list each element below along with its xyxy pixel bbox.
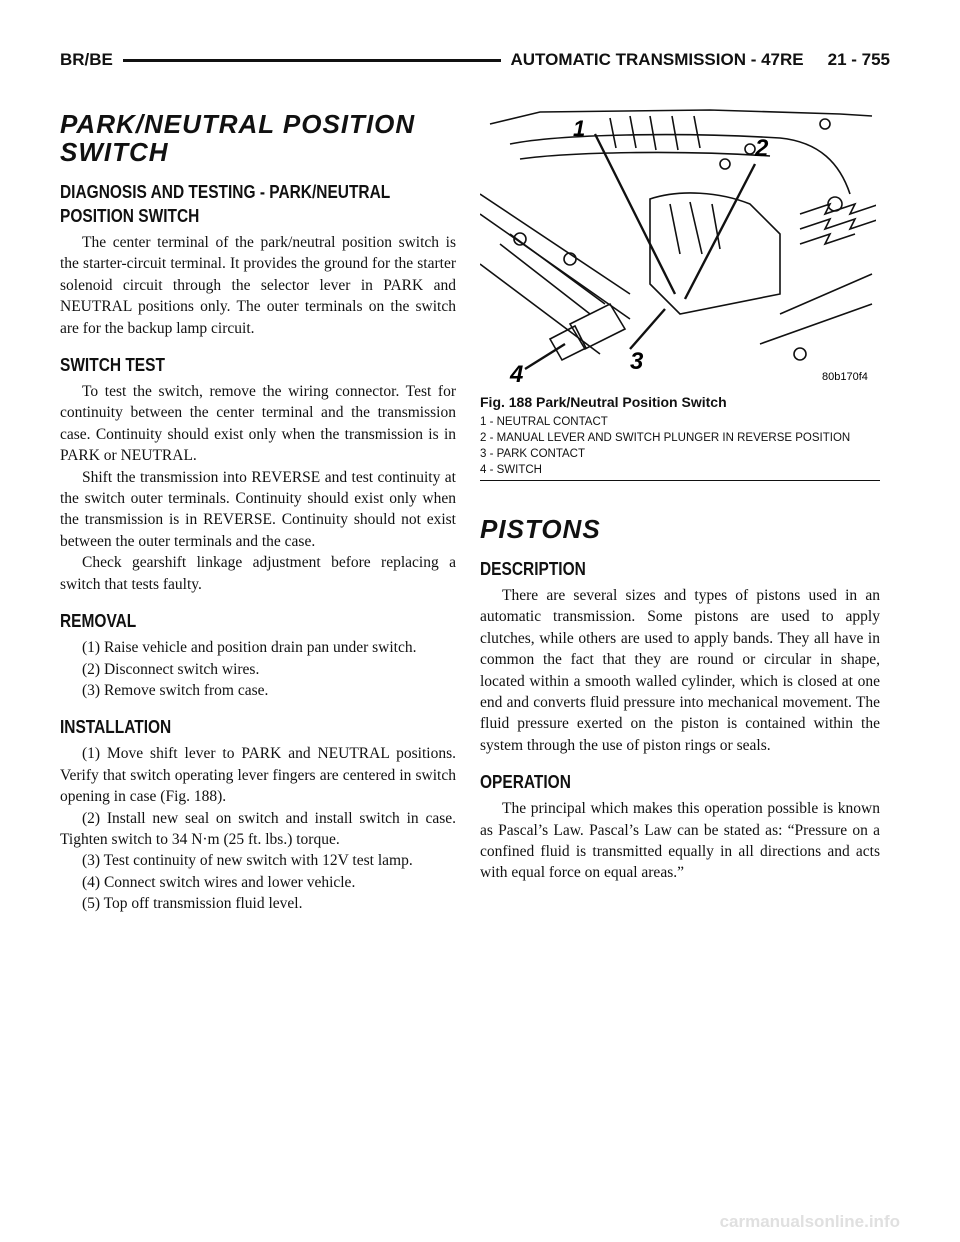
installation-step-1: (1) Move shift lever to PARK and NEUTRAL positions. Verify that switch operating lever fingers are centered in switch opening in case (Fig. 188). [60, 745, 456, 806]
legend-item: 2 - MANUAL LEVER AND SWITCH PLUNGER IN REVERSE POSITION [480, 432, 851, 444]
installation-step-4: (4) Connect switch wires and lower vehicle. [82, 873, 356, 891]
description-text: There are several sizes and types of pistons used in an automatic transmission. Some pistons are used to apply clutches, while others are used to apply bands. They all have in common the fact that they are round or circular in shape, located within a smooth walled cylinder, which is closed at one end and converts fluid pressure into mechanical movement. The fluid pressure exerted on the piston is contained within the system through the use of piston rings or seals. [480, 587, 880, 754]
callout-4: 4 [510, 361, 524, 384]
removal-step-2: (2) Disconnect switch wires. [82, 660, 260, 678]
switch-test-para-2: Shift the transmission into REVERSE and test continuity at the switch outer terminals. Continuity should exist only when the transmission is in REVERSE. Continuity should not exist between the outer terminals and the case. [60, 468, 456, 550]
pan-ribs [610, 116, 700, 150]
installation-step-2: (2) Install new seal on switch and install switch in case. Tighten switch to 34 N·m (25 ft. lbs.) torque. [60, 809, 456, 848]
installation-step-3: (3) Test continuity of new switch with 12V test lamp. [82, 852, 413, 870]
diagnosis-text: The center terminal of the park/neutral position switch is the starter-circuit terminal. It provides the ground for the starter solenoid circuit through the selector lever in PARK and NEUTRAL positions only. The outer terminals on the switch are for the backup lamp circuit. [60, 234, 456, 337]
leader-line-4 [525, 344, 565, 369]
header-section: AUTOMATIC TRANSMISSION - 47RE [510, 50, 804, 69]
watermark: carmanualsonline.info [719, 1212, 900, 1231]
case-rails [480, 194, 630, 354]
callout-1: 1 [573, 116, 586, 141]
valve-body [650, 193, 780, 314]
figure-legend [480, 416, 880, 481]
removal-step-1: (1) Raise vehicle and position drain pan under switch. [82, 639, 417, 657]
section-title-pistons: PISTONS [480, 514, 601, 544]
installation-heading: INSTALLATION [60, 717, 172, 738]
operation-text: The principal which makes this operation possible is known as Pascal’s Law. Pascal’s Law can be stated as: “Pressure on a confined fluid is transmitted equally in all directions and acts with equal force on equal areas.” [480, 800, 880, 882]
installation-step-5: (5) Top off transmission fluid level. [82, 895, 303, 913]
switch-illustration [480, 104, 876, 384]
leader-line-2 [685, 164, 755, 299]
legend-item: 3 - PARK CONTACT [480, 448, 585, 460]
case-rails-2 [500, 234, 605, 314]
figure-code: 80b170f4 [822, 371, 868, 383]
callout-3: 3 [630, 348, 644, 375]
figure-caption: Fig. 188 Park/Neutral Position Switch [480, 394, 727, 410]
figure-188 [480, 104, 876, 384]
pan-flange-line [510, 135, 850, 194]
leader-line-3 [630, 309, 665, 349]
legend-rule [480, 480, 880, 481]
switch-test-para-1: To test the switch, remove the wiring connector. Test for continuity between the center terminal and the transmission case. Continuity should exist only when the transmission is in PARK or NEUTRAL. [60, 383, 456, 465]
left-column [60, 110, 456, 915]
diagnosis-heading: DIAGNOSIS AND TESTING - PARK/NEUTRAL POSITION SWITCH [60, 182, 390, 226]
pan-flange-line-2 [520, 152, 770, 159]
switch-test-para-3: Check gearshift linkage adjustment before replacing a switch that tests faulty. [60, 554, 456, 593]
header-rule [123, 59, 501, 62]
removal-heading: REMOVAL [60, 611, 137, 632]
page-header [60, 48, 890, 72]
header-model: BR/BE [60, 50, 113, 69]
description-heading: DESCRIPTION [480, 559, 586, 579]
switch-test-heading: SWITCH TEST [60, 355, 165, 376]
legend-item: 4 - SWITCH [480, 464, 542, 476]
callout-2: 2 [755, 135, 769, 162]
section-title-park-neutral: PARK/NEUTRAL POSITION SWITCH [60, 109, 416, 167]
right-column [480, 104, 880, 884]
switch-body [570, 304, 625, 349]
header-page-number: 21 - 755 [827, 50, 890, 69]
operation-heading: OPERATION [480, 772, 571, 793]
pan-edge-line [490, 110, 872, 124]
removal-step-3: (3) Remove switch from case. [82, 681, 269, 699]
legend-item: 1 - NEUTRAL CONTACT [480, 416, 608, 428]
case-edge [760, 274, 872, 344]
leader-line-1 [595, 134, 675, 294]
